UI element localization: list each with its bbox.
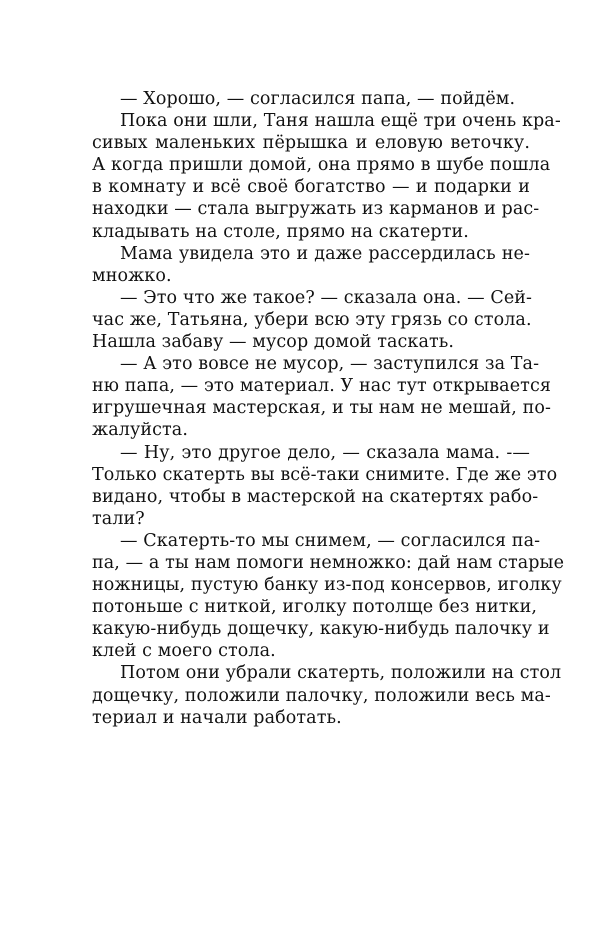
- paragraph: [92, 662, 562, 728]
- paragraph: [92, 530, 565, 663]
- text-line: час же, Татьяна, убери всю эту грязь со стола.: [92, 309, 532, 330]
- paragraph: [92, 88, 530, 110]
- text-line: в комнату и всё своё богатство — и подарки и: [92, 177, 530, 198]
- text-line: — А это вовсе не мусор, — заступился за Та-: [120, 354, 540, 375]
- paragraph: [92, 353, 551, 441]
- paragraph: [92, 110, 561, 243]
- text-line: видано, чтобы в мастерской на скатертях рабо-: [92, 486, 539, 507]
- text-line: Потом они убрали скатерть, положили на стол: [120, 663, 562, 684]
- text-line: тали?: [92, 508, 145, 529]
- text-line: — Хорошо, — согласился папа, — пойдём.: [120, 89, 516, 109]
- text-line: А когда пришли домой, она прямо в шубе пошла: [92, 155, 551, 176]
- paragraph: [92, 243, 530, 287]
- text-line: потоньше с ниткой, иголку потолще без нитки,: [92, 597, 538, 618]
- text-line: кладывать на столе, прямо на скатерти.: [92, 221, 469, 242]
- text-line: сивых маленьких пёрышка и еловую веточку.: [92, 133, 530, 154]
- text-line: Мама увидела это и даже рассердилась не-: [120, 243, 530, 264]
- paragraph: [92, 287, 533, 353]
- text-line: Нашла забаву — мусор домой таскать.: [92, 332, 455, 353]
- text-line: дощечку, положили палочку, положили весь ма-: [92, 685, 551, 706]
- text-line: множко.: [92, 265, 172, 286]
- text-line: па, — а ты нам помоги немножко: дай нам старые: [92, 552, 565, 573]
- text-line: ножницы, пустую банку из-под консервов, иголку: [92, 575, 562, 596]
- book-page-text: [92, 88, 565, 729]
- text-line: — Это что же такое? — сказала она. — Сей-: [120, 287, 533, 308]
- text-line: ню папа, — это материал. У нас тут открывается: [92, 376, 551, 397]
- text-line: — Скатерть-то мы снимем, — согласился па-: [120, 530, 541, 551]
- text-line: клей с моего стола.: [92, 641, 276, 662]
- text-line: какую-нибудь дощечку, какую-нибудь палочку и: [92, 619, 550, 640]
- text-line: териал и начали работать.: [92, 707, 342, 728]
- paragraph: [92, 442, 558, 530]
- text-line: — Ну, это другое дело, — сказала мама. -—: [120, 442, 530, 463]
- text-line: игрушечная мастерская, и ты нам не мешай, по-: [92, 398, 551, 419]
- text-line: Пока они шли, Таня нашла ещё три очень кра-: [120, 111, 561, 132]
- text-line: жалуйста.: [92, 420, 188, 441]
- text-line: находки — стала выгружать из карманов и рас-: [92, 199, 540, 220]
- text-line: Только скатерть вы всё-таки снимите. Где же это: [92, 464, 558, 485]
